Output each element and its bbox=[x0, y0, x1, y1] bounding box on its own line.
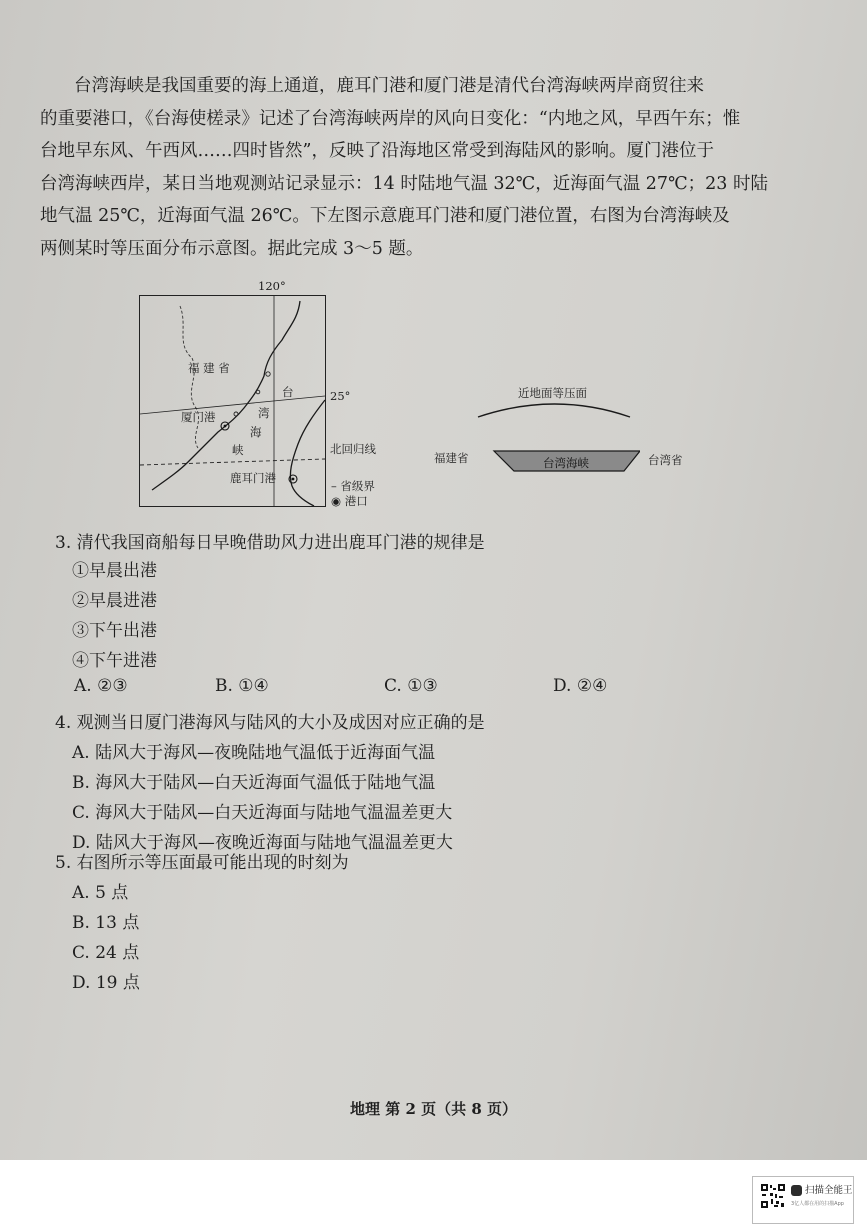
latitude-label: 25° bbox=[330, 389, 351, 403]
strait-label: 台湾海峡 bbox=[543, 456, 589, 470]
strait-char-hai: 海 bbox=[250, 425, 262, 439]
legend-border: – 省级界 bbox=[331, 479, 375, 493]
q5-choice-b: B. 13 点 bbox=[72, 913, 140, 933]
q3-choice-c: C. ①③ bbox=[384, 676, 438, 696]
q3-item-2: ②早晨进港 bbox=[72, 591, 157, 611]
strait-char-wan: 湾 bbox=[258, 406, 270, 420]
intro-line: 两侧某时等压面分布示意图。据此完成 3～5 题。 bbox=[40, 238, 424, 259]
question-3-stem: 3. 清代我国商船每日早晚借助风力进出鹿耳门港的规律是 bbox=[55, 533, 485, 553]
q5-choice-c: C. 24 点 bbox=[72, 943, 140, 963]
q4-choice-d: D. 陆风大于海风—夜晚近海面与陆地气温温差更大 bbox=[72, 833, 453, 853]
legend-port: ◉ 港口 bbox=[331, 494, 368, 508]
scanner-logo-icon bbox=[791, 1185, 802, 1196]
scanner-watermark bbox=[752, 1176, 854, 1224]
intro-line: 地气温 25℃，近海面气温 26℃。下左图示意鹿耳门港和厦门港位置，右图为台湾海峡及 bbox=[40, 206, 730, 226]
question-5-stem: 5. 右图所示等压面最可能出现的时刻为 bbox=[55, 853, 349, 873]
isobar-diagram bbox=[470, 395, 640, 485]
luermen-port-label: 鹿耳门港 bbox=[230, 471, 276, 485]
q3-choice-d: D. ②④ bbox=[553, 676, 608, 696]
strait-char-xia: 峡 bbox=[232, 443, 244, 457]
q4-choice-c: C. 海风大于陆风—白天近海面与陆地气温温差更大 bbox=[72, 803, 453, 823]
intro-line: 台地早东风、午西风……四时皆然”，反映了沿海地区常受到海陆风的影响。厦门港位于 bbox=[40, 141, 714, 161]
fujian-side-label: 福建省 bbox=[434, 451, 469, 465]
qr-code-icon bbox=[761, 1184, 785, 1208]
longitude-label: 120° bbox=[258, 279, 286, 293]
intro-line: 的重要港口，《台海使槎录》记述了台湾海峡两岸的风向日变化：“内地之风，早西午东；惟 bbox=[40, 108, 741, 129]
scanner-tagline: 3亿人都在用的扫描App bbox=[791, 1201, 844, 1207]
q4-choice-a: A. 陆风大于海风—夜晚陆地气温低于近海面气温 bbox=[72, 743, 436, 763]
fujian-label: 福 建 省 bbox=[188, 361, 230, 375]
q4-choice-b: B. 海风大于陆风—白天近海面气温低于陆地气温 bbox=[72, 773, 436, 793]
xiamen-port-label: 厦门港 bbox=[181, 410, 216, 424]
isobar-label: 近地面等压面 bbox=[518, 386, 587, 400]
q3-item-4: ④下午进港 bbox=[72, 651, 157, 671]
tropic-label: 北回归线 bbox=[330, 442, 376, 456]
scanner-app-name: 扫描全能王 bbox=[805, 1185, 853, 1196]
intro-line: 台湾海峡西岸，某日当地观测站记录显示：14 时陆地气温 32℃，近海面气温 27℃；23 时陆 bbox=[40, 173, 768, 194]
page-footer: 地理 第 2 页（共 8 页） bbox=[350, 1100, 517, 1118]
strait-char-tai: 台 bbox=[282, 385, 294, 399]
q3-choice-a: A. ②③ bbox=[74, 676, 128, 696]
intro-passage bbox=[40, 70, 800, 265]
q3-item-1: ①早晨出港 bbox=[72, 561, 157, 581]
intro-line: 台湾海峡是我国重要的海上通道，鹿耳门港和厦门港是清代台湾海峡两岸商贸往来 bbox=[74, 76, 704, 96]
q5-choice-d: D. 19 点 bbox=[72, 973, 140, 993]
q3-item-3: ③下午出港 bbox=[72, 621, 157, 641]
q3-choice-b: B. ①④ bbox=[215, 676, 269, 696]
question-4-stem: 4. 观测当日厦门港海风与陆风的大小及成因对应正确的是 bbox=[55, 713, 485, 733]
taiwan-side-label: 台湾省 bbox=[648, 453, 683, 467]
q5-choice-a: A. 5 点 bbox=[72, 883, 129, 903]
